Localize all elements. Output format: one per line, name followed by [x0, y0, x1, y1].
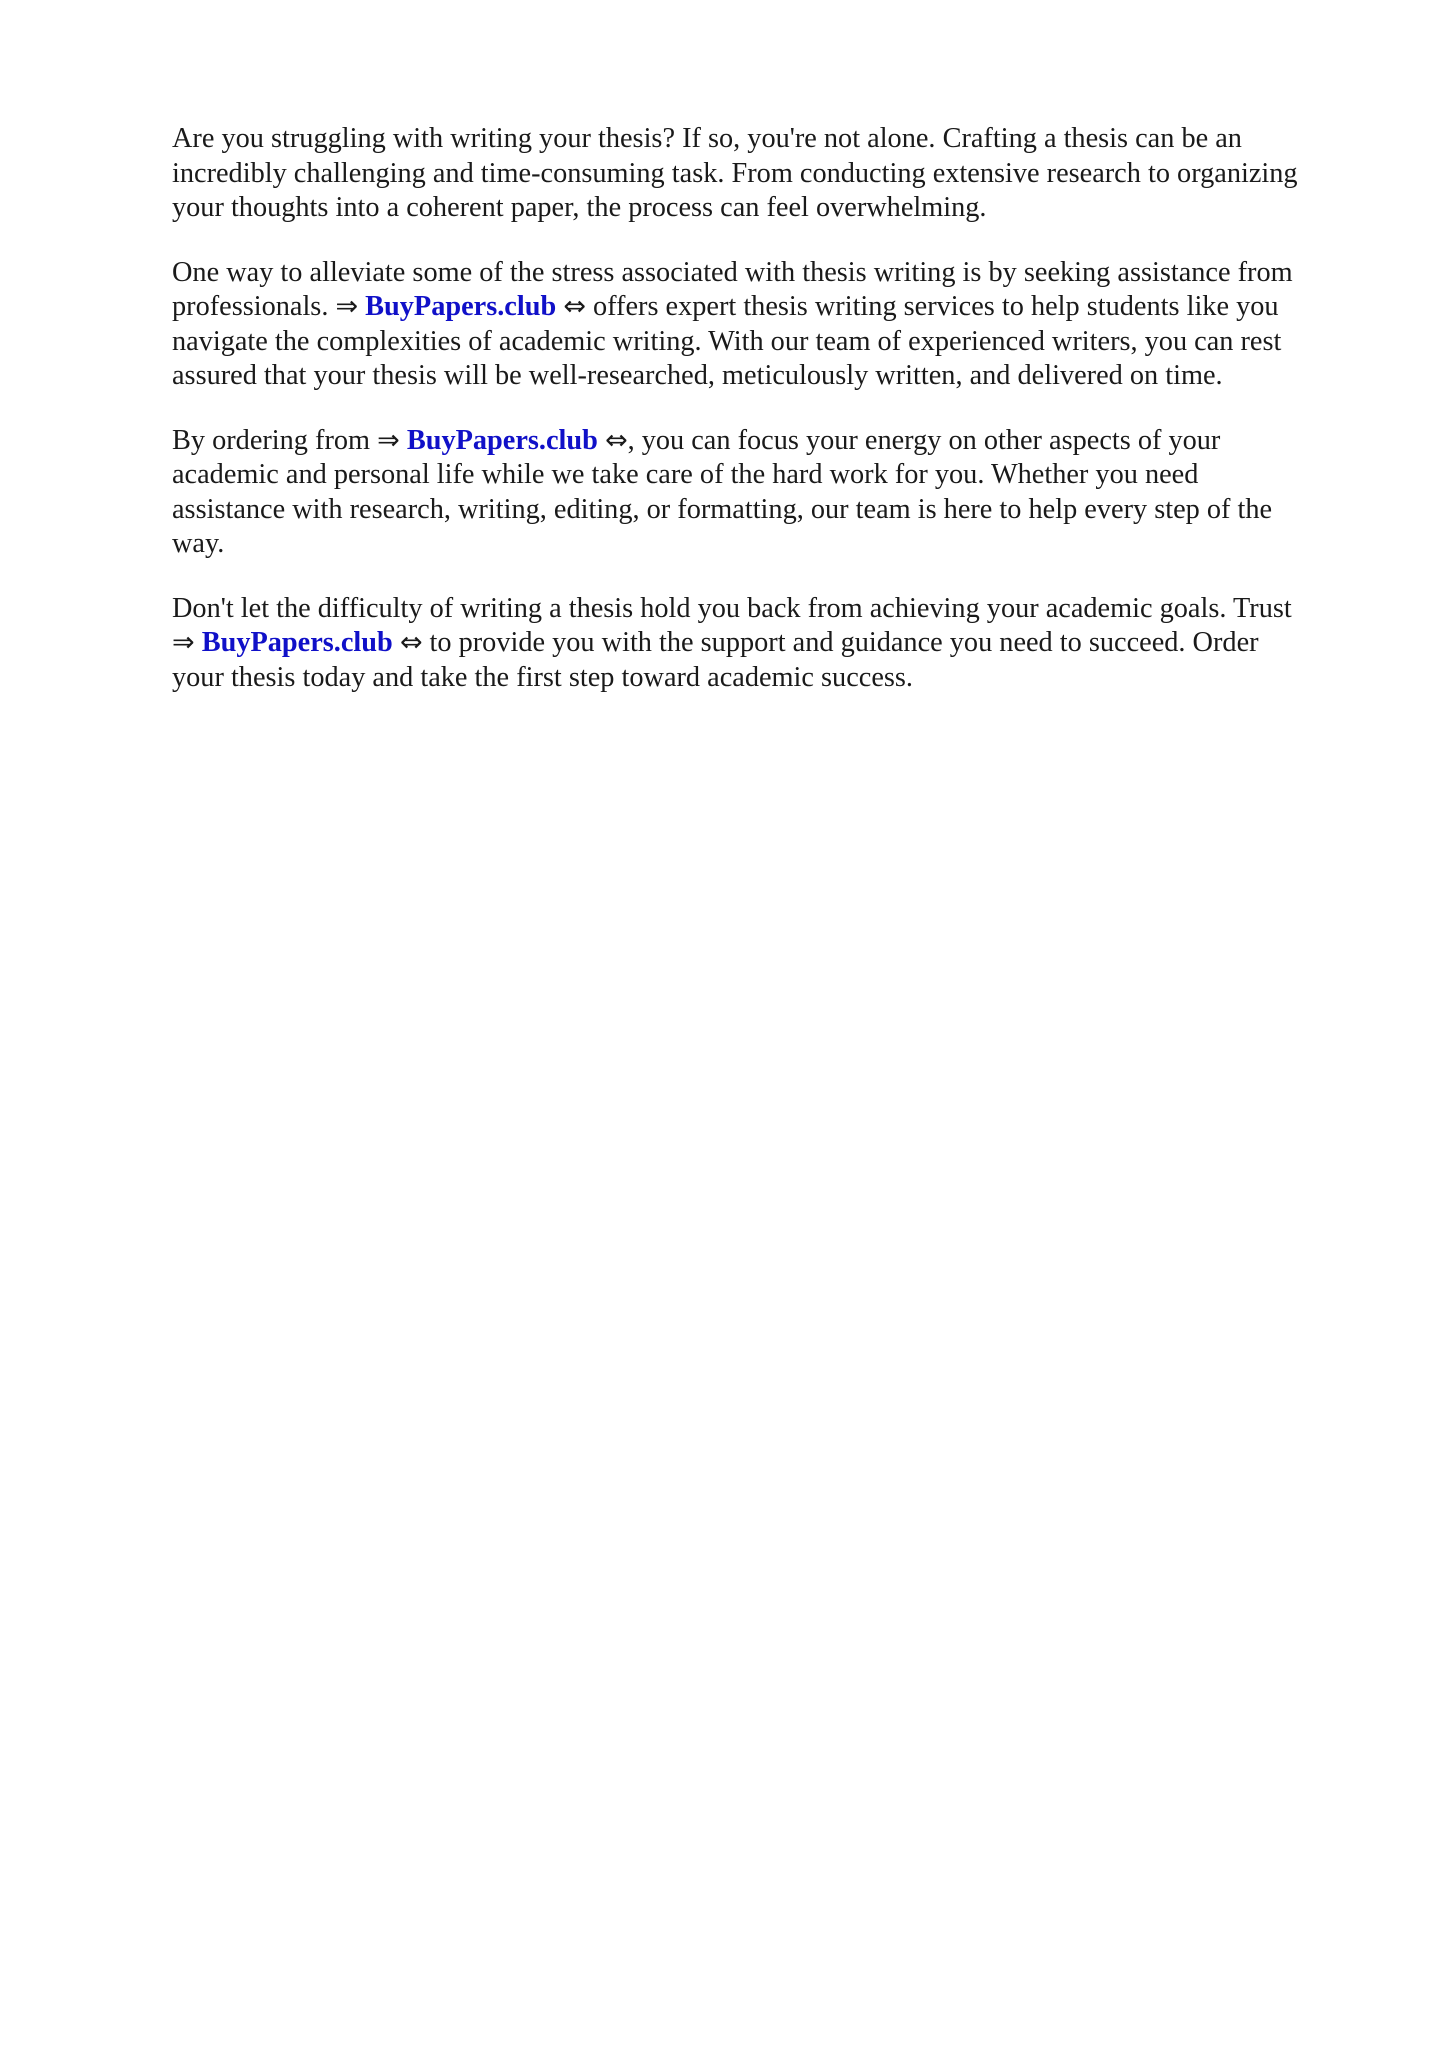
paragraph-2 — [172, 256, 1347, 394]
paragraph-3-text-before-link: By ordering from — [172, 424, 378, 456]
paragraph-4-line-3: your thesis today and take the first step toward academic success. — [172, 661, 913, 693]
buypapers-link[interactable]: BuyPapers.club — [406, 424, 598, 456]
double-arrow-icon: ⇔ — [563, 291, 586, 322]
paragraph-4-text-after-link: to provide you with the support and guidance you need to succeed. Order — [422, 627, 1259, 658]
document-body — [172, 122, 1347, 725]
paragraph-4-line-1: Don't let the difficulty of writing a thesis hold you back from achieving your academic goals. Trust — [172, 592, 1292, 624]
paragraph-1-line-2: incredibly challenging and time-consuming task. From conducting extensive research to organizing — [172, 157, 1298, 189]
paragraph-3-line-3: assistance with research, writing, editing, or formatting, our team is here to help every step of the — [172, 493, 1273, 525]
paragraph-3-line-2: academic and personal life while we take care of the hard work for you. Whether you need — [172, 459, 1199, 490]
paragraph-4 — [172, 592, 1347, 696]
right-arrow-icon: ⇒ — [172, 627, 195, 658]
paragraph-1-line-1: Are you struggling with writing your thesis? If so, you're not alone. Crafting a thesis can be an — [172, 123, 1242, 154]
paragraph-2-line-3: navigate the complexities of academic writing. With our team of experienced writers, you can rest — [172, 325, 1282, 357]
paragraph-3-line-4: way. — [172, 528, 225, 559]
paragraph-1-line-3: your thoughts into a coherent paper, the process can feel overwhelming. — [172, 192, 987, 223]
paragraph-3-text-after-link: , you can focus your energy on other aspects of your — [627, 424, 1221, 456]
paragraph-4-line-2 — [172, 626, 1347, 661]
paragraph-2-line-2 — [172, 290, 1347, 325]
double-arrow-icon: ⇔ — [399, 627, 423, 658]
paragraph-3 — [172, 424, 1347, 562]
paragraph-3-line-1 — [172, 424, 1347, 459]
paragraph-2-line-4: assured that your thesis will be well-researched, meticulously written, and delivered on time. — [172, 360, 1223, 391]
paragraph-2-text-after-link: offers expert thesis writing services to help students like you — [585, 291, 1279, 322]
paragraph-2-text-before-link: professionals. — [172, 291, 336, 322]
double-arrow-icon: ⇔ — [604, 424, 628, 456]
right-arrow-icon: ⇒ — [377, 424, 400, 456]
buypapers-link[interactable]: BuyPapers.club — [201, 627, 393, 658]
buypapers-link[interactable]: BuyPapers.club — [365, 291, 557, 322]
paragraph-2-line-1: One way to alleviate some of the stress associated with thesis writing is by seeking assistance from — [172, 256, 1293, 288]
paragraph-1 — [172, 122, 1347, 226]
right-arrow-icon: ⇒ — [335, 291, 359, 322]
